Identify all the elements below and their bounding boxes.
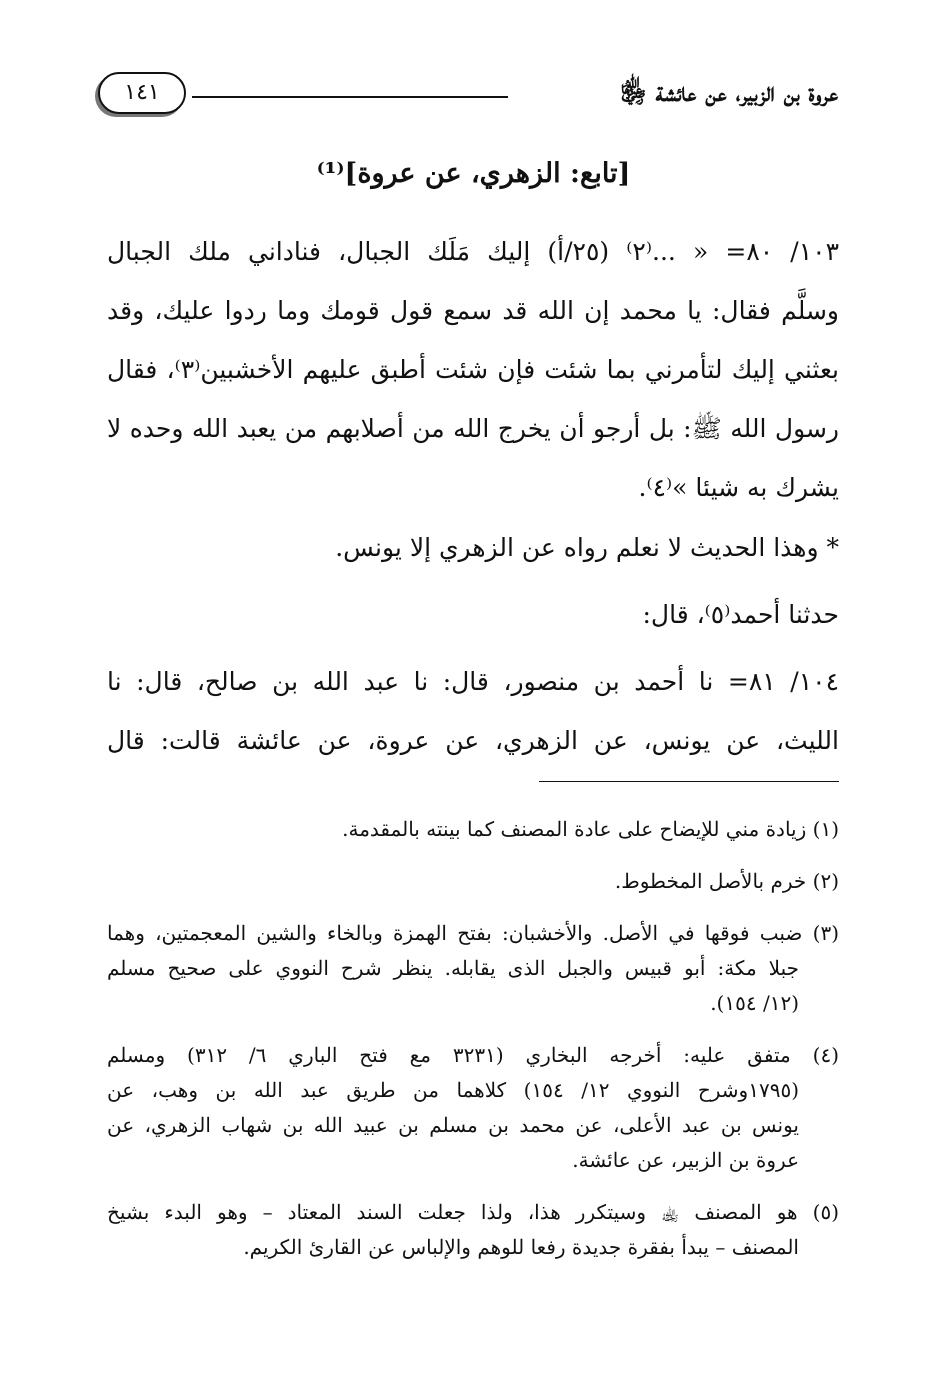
header-rule — [192, 96, 508, 98]
footnote-line: عروة بن الزبير، عن عائشة. — [572, 1148, 799, 1172]
text-line: ١٠٣/ ٨٠= « ...⁽٢⁾ (٢٥/أ) إليك مَلَك الجبال، فناداني ملك الجبال — [107, 237, 839, 266]
page-number-badge: ١٤١ — [98, 72, 186, 114]
footnote-line: (٤) متفق عليه: أخرجه البخاري (٣٢٣١ مع فتح الباري ٦/ ٣١٢) ومسلم — [107, 1043, 839, 1067]
footnote-line: (١٧٩٥وشرح النووي ١٢/ ١٥٤) كلاهما من طريق عبد الله بن وهب، عن — [107, 1078, 799, 1102]
running-header — [98, 68, 838, 120]
footnote-line: جبلا مكة: أبو قبيس والجبل الذى يقابله. ينظر شرح النووي على صحيح مسلم — [107, 956, 799, 980]
text-line: حدثنا أحمد⁽٥⁾، قال: — [642, 600, 839, 629]
isnad-intro — [107, 585, 839, 644]
text-line: يشرك به شيئا »⁽٤⁾. — [638, 473, 839, 502]
text-line: بعثني إليك لتأمرني بما شئت فإن شئت أطبق عليهم الأخشبين⁽٣⁾، فقال — [107, 355, 839, 384]
text-line: * وهذا الحديث لا نعلم رواه عن الزهري إلا يونس. — [335, 533, 839, 562]
footnote-1 — [107, 812, 839, 847]
text-line: وسلَّم فقال: يا محمد إن الله قد سمع قول قومك وما ردوا عليك، وقد — [107, 296, 839, 325]
footnote-line: (١) زيادة مني للإيضاح على عادة المصنف كما بينته بالمقدمة. — [342, 817, 839, 841]
footnote-3 — [107, 916, 839, 1021]
running-title: عروة بن الزبير، عن عائشة ﵂ — [620, 78, 838, 108]
footnote-line: (٥) هو المصنف ﵀ وسيتكرر هذا، ولذا جعلت السند المعتاد – وهو البدء بشيخ — [107, 1200, 839, 1224]
footnote-line: (٣) ضبب فوقها في الأصل. والأخشبان: بفتح الهمزة وبالخاء والشين المعجمتين، وهما — [107, 921, 839, 945]
footnote-line: (٢) خرم بالأصل المخطوط. — [614, 869, 839, 893]
text-line: رسول الله ﷺ: بل أرجو أن يخرج الله من أصلابهم من يعبد الله وحده لا — [107, 414, 839, 443]
text-line: الليث، عن يونس، عن الزهري، عن عروة، عن عائشة قالت: قال — [107, 726, 839, 755]
hadith-paragraph-103 — [107, 222, 839, 517]
footnote-5 — [107, 1195, 839, 1265]
text-line: ١٠٤/ ٨١= نا أحمد بن منصور، قال: نا عبد الله بن صالح، قال: نا — [107, 667, 839, 696]
author-remark — [107, 518, 839, 577]
footnote-line: (١٢/ ١٥٤). — [710, 991, 799, 1015]
footnotes — [107, 812, 839, 1282]
footnote-line: يونس بن عبد الأعلى، عن محمد بن مسلم بن عبيد الله بن شهاب الزهري، عن — [107, 1113, 799, 1137]
footnote-separator — [539, 781, 839, 782]
footnote-2 — [107, 864, 839, 899]
footnote-line: المصنف – يبدأ بفقرة جديدة رفعا للوهم والإلباس عن القارئ الكريم. — [243, 1235, 799, 1259]
footnote-4 — [107, 1038, 839, 1178]
section-heading: [تابع: الزهري، عن عروة]⁽¹⁾ — [316, 158, 631, 189]
hadith-paragraph-104 — [107, 652, 839, 770]
